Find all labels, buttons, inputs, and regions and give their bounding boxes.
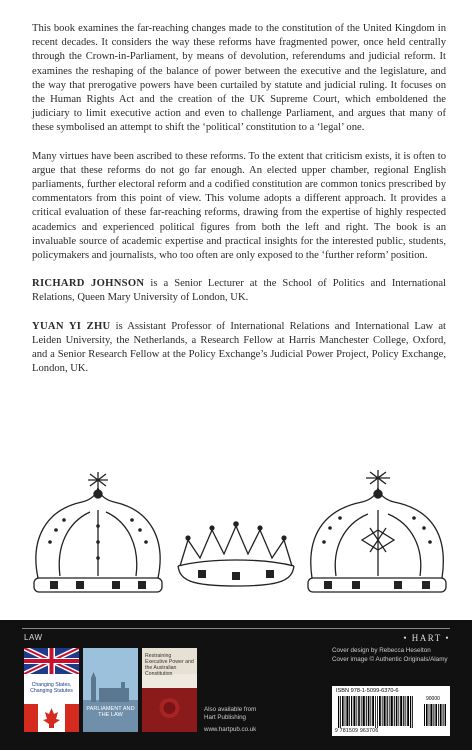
isbn-barcode [332,686,450,736]
crown-icon [308,470,446,592]
crown-illustrations [20,470,452,600]
crown-icon [34,472,162,592]
publisher-mark: • HART • [403,633,450,643]
isbn-number: ISBN 978-1-5099-6370-6 [336,688,399,694]
related-book-cover [142,648,197,732]
author-name: RICHARD JOHNSON [32,278,145,290]
publisher-website: www.hartpub.co.uk [204,726,257,733]
parliament-icon [83,648,138,732]
cover-footer [0,620,472,750]
author-bio-2 [32,320,446,377]
crown-icon [178,521,294,586]
related-book-cover [83,648,138,732]
cover-credits [332,647,448,664]
also-available-line: Hart Publishing [204,714,246,721]
barcode-digits: 9 781509 963706 [335,728,379,734]
subject-category: LAW [24,633,43,642]
cover-image-credit: Cover image © Authentic Originals/Alamy [332,655,448,663]
author-bio-1 [32,277,446,305]
cover-design-credit: Cover design by Rebecca Heselton [332,647,431,654]
divider [22,628,450,629]
related-book-cover [24,648,79,732]
description-paragraph-1: This book examines the far-reaching changes made to the constitution of the United Kingdom in recent decades. It considers the way these reforms have fragmented power, once held centrally through the Crown-in-Parliament, by means of devolution, referendums and judicial reform. It examines the reshaping of the balance of power between the executive and the legislature, and the way that prerogative powers have been curtailed by statute and judicial ruling. It focuses on the Human Rights Act and the creation of the UK Supreme Court, which emboldened the judiciary to limit executive action and even to challenge Parliament, and argues that many of these symbolised an attempt to shift the ‘political’ constitution to a ‘legal’ one. [32,23,446,134]
price-code: 90000 [426,696,440,702]
back-cover-text [32,22,446,390]
author-bio-text: is Assistant Professor of International Relations and International Law at Leiden University, the Netherlands, a Research Fellow at Harris Manchester College, Oxford, and a Senior Research Fellow at the Policy Exchange’s Judicial Power Project, Policy Exchange, London, UK. [32,320,446,375]
author-name: YUAN YI ZHU [32,320,111,332]
also-available-note [204,706,256,734]
related-book-title: Changing States, Changing Statutes [30,682,73,694]
author-bio-text: is a Senior Lecturer at the School of Politics and International Relations, Queen Mary University of London, UK. [32,278,446,304]
related-book-title: PARLIAMENT AND THE LAW [86,706,135,718]
related-book-title: Restraining Executive Power and the Australian Constitution [145,653,194,677]
also-available-line: Also available from [204,706,257,713]
description-paragraph-2: Many virtues have been ascribed to these reforms. To the extent that criticism exists, it is often to argue that these reforms do not go far enough. An elected upper chamber, regional English parliaments, further electoral reform and a codified constitution are common tonics prescribed by commentators from this point of view. This volume adopts a different approach. It provides a critical evaluation of these far-reaching reforms, drawing from the expertise of highly respected academics and experienced political figures from both the left and right. The book is an invaluable source of academic expertise and practical insights for the interested public, students, policymakers and journalists, who too often are only exposed to the ‘further reform’ position. [32,150,446,262]
